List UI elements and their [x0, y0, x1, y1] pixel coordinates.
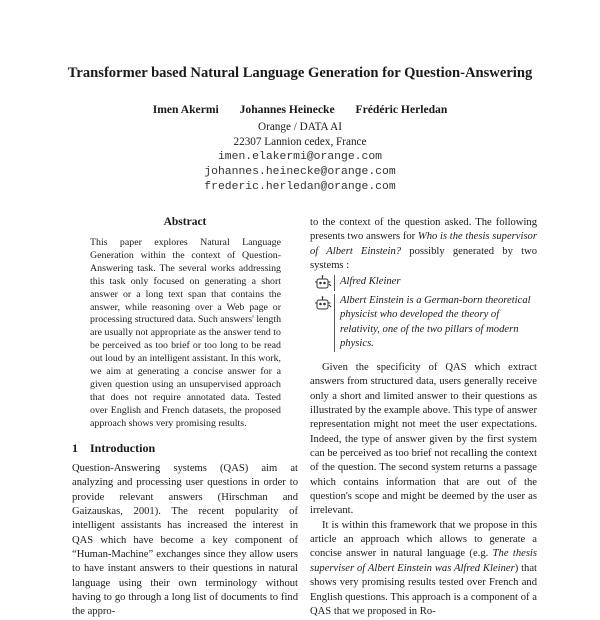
affiliation: Orange / DATA AI	[258, 121, 342, 133]
intro-paragraph: Question-Answering systems (QAS) aim at analyzing and processing user questions in order to provide relevant answers (Hirschman and Gaizauskas, 2001). The recent popularity of intelligent assistants has increased the interest in QAS which have become a key component of “Human-Machine” exchanges since they allow users to have instant answers to their questions in natural language using their own terminology without having to go through a long list of documents to find the appro-	[72, 463, 298, 618]
abstract-text: This paper explores Natural Language Generation within the context of Question-Answering task. The several works addressing this task only focused on generating a short answer or a long text span that contains the answer, while reasoning over a Web page or processing structured data. Such answers' length are usually not appropriate as the answer tend to be perceived as too brief or too long to be read out loud by an intelligent assistant. In this work, we aim at generating a concise answer for a given question using an unsupervised approach that does not require annotated data. Tested over English and French datasets, the proposed approach shows very promising results.	[90, 237, 282, 429]
section-title: Introduction	[90, 441, 156, 455]
answer-block	[314, 294, 536, 352]
answer-block	[314, 275, 536, 291]
example-question: Who is the thesis supervisor of Albert Einstein?	[310, 231, 537, 257]
paragraph	[310, 519, 537, 619]
text-run: possibly generated by two systems :	[310, 245, 537, 272]
email: frederic.herledan@orange.com	[204, 181, 396, 193]
right-paragraph	[310, 361, 537, 619]
paper-title: Transformer based Natural Language Generation for Question-Answering	[67, 65, 533, 81]
text-run: ) that shows very promising results tested over French and English questions. This approach is a component of a QAS that we proposed in Ro-	[310, 562, 537, 617]
answer-text: Alfred Kleiner	[340, 276, 401, 287]
author-name: Johannes Heinecke	[239, 103, 335, 116]
address: 22307 Lannion cedex, France	[233, 136, 367, 148]
abstract-heading: Abstract	[163, 216, 207, 228]
example-answer: The thesis superviser of Albert Einstein was Alfred Kleiner	[310, 548, 538, 574]
robot-icon	[314, 275, 332, 291]
email: imen.elakermi@orange.com	[217, 151, 383, 163]
author-list	[60, 103, 540, 116]
email: johannes.heinecke@orange.com	[204, 166, 396, 178]
text-run: It is within this framework that we propose in this article an approach which allows to generate a concise answer in natural language (e.g.	[310, 519, 537, 560]
section-number: 1	[72, 441, 78, 455]
answer-text: Albert Einstein is a German-born theoretical physicist who developed the theory of relativity, one of the two pillars of modern physics.	[340, 295, 531, 350]
text-run: to the context of the question asked. The following presents two answers for	[310, 217, 537, 243]
author-name: Imen Akermi	[152, 103, 219, 116]
section-heading	[72, 441, 155, 456]
robot-icon	[314, 296, 332, 312]
right-paragraph	[310, 216, 537, 273]
author-name: Frédéric Herledan	[355, 103, 448, 116]
paragraph: Given the specificity of QAS which extract answers from structured data, users generally receive only a short and limited answer to their questions as illustrated by the example above. This type of answer representation might not meet the user expectations. Indeed, the type of answer given by the first system can be perceived as too brief not recalling the context of the question. The second system returns a passage which contains information that are out of the question's scope and might be deemed by the user as irrelevant.	[310, 362, 537, 517]
